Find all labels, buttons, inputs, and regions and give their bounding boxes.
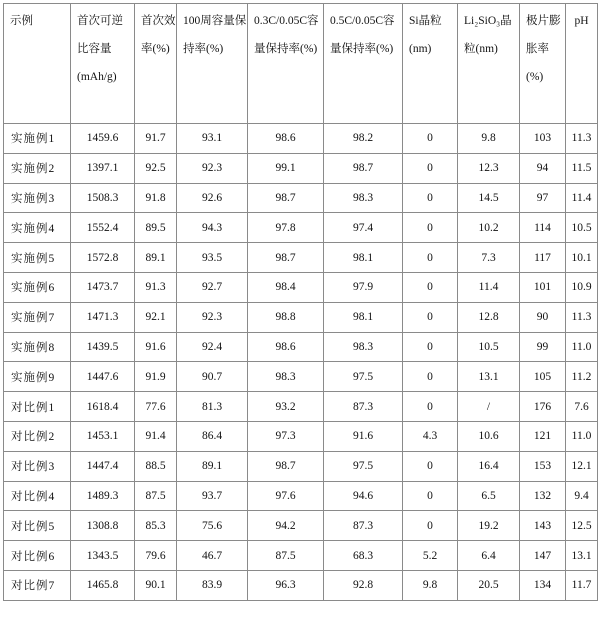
table-row (4, 451, 598, 481)
table-cell: 89.1 (135, 243, 177, 273)
table-cell: 1489.3 (71, 481, 135, 511)
table-cell: 1618.4 (71, 392, 135, 422)
row-label: 对比例7 (4, 570, 71, 600)
table-cell: 7.3 (458, 243, 520, 273)
table-cell: 1447.6 (71, 362, 135, 392)
table-cell: / (458, 392, 520, 422)
table-cell: 93.5 (177, 243, 248, 273)
row-label: 实施例2 (4, 153, 71, 183)
table-cell: 114 (520, 213, 566, 243)
table-cell: 6.5 (458, 481, 520, 511)
table-cell: 97.4 (324, 213, 403, 243)
table-cell: 11.0 (566, 332, 598, 362)
table-cell: 98.1 (324, 302, 403, 332)
header-first-efficiency: 首次效率(%) (135, 4, 177, 124)
table-cell: 12.5 (566, 511, 598, 541)
table-cell: 92.3 (177, 153, 248, 183)
row-label: 实施例8 (4, 332, 71, 362)
table-cell: 143 (520, 511, 566, 541)
header-row (4, 4, 598, 124)
row-label: 对比例6 (4, 541, 71, 571)
table-cell: 90.7 (177, 362, 248, 392)
table-cell: 0 (403, 481, 458, 511)
table-cell: 147 (520, 541, 566, 571)
table-row (4, 332, 598, 362)
table-cell: 1552.4 (71, 213, 135, 243)
table-cell: 99 (520, 332, 566, 362)
table-cell: 1465.8 (71, 570, 135, 600)
header-electrode-swelling: 极片膨胀率(%) (520, 4, 566, 124)
table-cell: 81.3 (177, 392, 248, 422)
header-100-cycle-retention: 100周容量保持率(%) (177, 4, 248, 124)
table-cell: 98.6 (248, 124, 324, 154)
table-cell: 14.5 (458, 183, 520, 213)
table-cell: 0 (403, 213, 458, 243)
row-label: 对比例4 (4, 481, 71, 511)
table-cell: 91.7 (135, 124, 177, 154)
table-cell: 11.3 (566, 302, 598, 332)
row-label: 实施例4 (4, 213, 71, 243)
table-cell: 91.8 (135, 183, 177, 213)
table-cell: 1447.4 (71, 451, 135, 481)
table-cell: 0 (403, 124, 458, 154)
table-row (4, 511, 598, 541)
table-cell: 117 (520, 243, 566, 273)
table-cell: 1439.5 (71, 332, 135, 362)
table-cell: 97.8 (248, 213, 324, 243)
table-row (4, 302, 598, 332)
table-cell: 94.6 (324, 481, 403, 511)
table-cell: 1308.8 (71, 511, 135, 541)
table-cell: 85.3 (135, 511, 177, 541)
table-cell: 97.5 (324, 451, 403, 481)
table-cell: 90.1 (135, 570, 177, 600)
table-cell: 87.3 (324, 511, 403, 541)
table-cell: 83.9 (177, 570, 248, 600)
table-cell: 88.5 (135, 451, 177, 481)
results-table (3, 3, 598, 601)
table-cell: 92.1 (135, 302, 177, 332)
table-row (4, 183, 598, 213)
table-cell: 94.3 (177, 213, 248, 243)
table-cell: 10.6 (458, 421, 520, 451)
table-cell: 0 (403, 243, 458, 273)
table-cell: 11.4 (458, 272, 520, 302)
table-cell: 94 (520, 153, 566, 183)
table-cell: 79.6 (135, 541, 177, 571)
table-cell: 105 (520, 362, 566, 392)
table-cell: 11.4 (566, 183, 598, 213)
table-cell: 1343.5 (71, 541, 135, 571)
table-cell: 91.9 (135, 362, 177, 392)
table-cell: 91.3 (135, 272, 177, 302)
table-cell: 0 (403, 272, 458, 302)
table-cell: 93.7 (177, 481, 248, 511)
table-cell: 1572.8 (71, 243, 135, 273)
table-cell: 9.8 (458, 124, 520, 154)
table-cell: 91.6 (324, 421, 403, 451)
table-cell: 10.2 (458, 213, 520, 243)
table-cell: 90 (520, 302, 566, 332)
table-cell: 7.6 (566, 392, 598, 422)
table-cell: 98.7 (248, 451, 324, 481)
row-label: 实施例9 (4, 362, 71, 392)
table-cell: 9.8 (403, 570, 458, 600)
table-cell: 9.4 (566, 481, 598, 511)
row-label: 对比例1 (4, 392, 71, 422)
table-cell: 98.3 (248, 362, 324, 392)
table-cell: 98.4 (248, 272, 324, 302)
table-cell: 98.3 (324, 332, 403, 362)
header-si-grain: Si晶粒(nm) (403, 4, 458, 124)
table-cell: 10.5 (566, 213, 598, 243)
table-cell: 4.3 (403, 421, 458, 451)
table-cell: 89.5 (135, 213, 177, 243)
table-cell: 13.1 (458, 362, 520, 392)
table-row (4, 541, 598, 571)
table-row (4, 481, 598, 511)
row-label: 实施例3 (4, 183, 71, 213)
header-li2sio3-grain: Li₂SiO₃晶粒(nm) (458, 4, 520, 124)
table-cell: 93.2 (248, 392, 324, 422)
table-cell: 0 (403, 183, 458, 213)
table-cell: 5.2 (403, 541, 458, 571)
table-cell: 0 (403, 332, 458, 362)
header-example: 示例 (4, 4, 71, 124)
table-cell: 11.5 (566, 153, 598, 183)
header-capacity: 首次可逆比容量(mAh/g) (71, 4, 135, 124)
table-cell: 12.3 (458, 153, 520, 183)
table-cell: 87.5 (135, 481, 177, 511)
table-cell: 93.1 (177, 124, 248, 154)
table-cell: 98.2 (324, 124, 403, 154)
table-cell: 0 (403, 392, 458, 422)
table-cell: 20.5 (458, 570, 520, 600)
table-cell: 10.5 (458, 332, 520, 362)
row-label: 对比例5 (4, 511, 71, 541)
table-cell: 97.3 (248, 421, 324, 451)
table-cell: 92.3 (177, 302, 248, 332)
table-row (4, 124, 598, 154)
table-cell: 101 (520, 272, 566, 302)
table-row (4, 362, 598, 392)
table-cell: 98.7 (324, 153, 403, 183)
header-0-5c-retention: 0.5C/0.05C容量保持率(%) (324, 4, 403, 124)
table-cell: 10.9 (566, 272, 598, 302)
table-row (4, 421, 598, 451)
table-row (4, 213, 598, 243)
table-cell: 86.4 (177, 421, 248, 451)
table-cell: 0 (403, 511, 458, 541)
table-row (4, 570, 598, 600)
table-cell: 92.7 (177, 272, 248, 302)
table-cell: 132 (520, 481, 566, 511)
table-cell: 97 (520, 183, 566, 213)
table-cell: 1453.1 (71, 421, 135, 451)
table-cell: 103 (520, 124, 566, 154)
table-cell: 134 (520, 570, 566, 600)
table-row (4, 272, 598, 302)
table-cell: 1473.7 (71, 272, 135, 302)
table-cell: 98.7 (248, 243, 324, 273)
table-cell: 11.7 (566, 570, 598, 600)
table-cell: 77.6 (135, 392, 177, 422)
table-cell: 97.5 (324, 362, 403, 392)
table-cell: 1459.6 (71, 124, 135, 154)
row-label: 实施例7 (4, 302, 71, 332)
row-label: 对比例2 (4, 421, 71, 451)
table-cell: 92.8 (324, 570, 403, 600)
table-cell: 91.6 (135, 332, 177, 362)
row-label: 实施例6 (4, 272, 71, 302)
table-row (4, 392, 598, 422)
table-cell: 1397.1 (71, 153, 135, 183)
table-cell: 99.1 (248, 153, 324, 183)
table-cell: 98.6 (248, 332, 324, 362)
table-cell: 75.6 (177, 511, 248, 541)
table-cell: 11.2 (566, 362, 598, 392)
table-cell: 1471.3 (71, 302, 135, 332)
table-body (4, 124, 598, 601)
table-row (4, 243, 598, 273)
table-cell: 87.5 (248, 541, 324, 571)
row-label: 对比例3 (4, 451, 71, 481)
table-row (4, 153, 598, 183)
table-cell: 98.3 (324, 183, 403, 213)
table-cell: 92.4 (177, 332, 248, 362)
table-cell: 11.3 (566, 124, 598, 154)
table-cell: 46.7 (177, 541, 248, 571)
table-cell: 16.4 (458, 451, 520, 481)
table-cell: 89.1 (177, 451, 248, 481)
table-cell: 98.8 (248, 302, 324, 332)
table-cell: 92.6 (177, 183, 248, 213)
table-cell: 6.4 (458, 541, 520, 571)
table-cell: 94.2 (248, 511, 324, 541)
row-label: 实施例1 (4, 124, 71, 154)
table-cell: 12.1 (566, 451, 598, 481)
table-cell: 68.3 (324, 541, 403, 571)
table-cell: 0 (403, 451, 458, 481)
table-cell: 13.1 (566, 541, 598, 571)
table-cell: 10.1 (566, 243, 598, 273)
header-ph: pH (566, 4, 598, 124)
table-cell: 153 (520, 451, 566, 481)
table-cell: 12.8 (458, 302, 520, 332)
table-cell: 97.6 (248, 481, 324, 511)
row-label: 实施例5 (4, 243, 71, 273)
table-cell: 0 (403, 362, 458, 392)
table-cell: 87.3 (324, 392, 403, 422)
table-cell: 1508.3 (71, 183, 135, 213)
table-cell: 0 (403, 153, 458, 183)
table-cell: 91.4 (135, 421, 177, 451)
table-cell: 176 (520, 392, 566, 422)
table-cell: 121 (520, 421, 566, 451)
table-cell: 0 (403, 302, 458, 332)
table-cell: 11.0 (566, 421, 598, 451)
header-0-3c-retention: 0.3C/0.05C容量保持率(%) (248, 4, 324, 124)
table-cell: 98.1 (324, 243, 403, 273)
table-cell: 92.5 (135, 153, 177, 183)
table-cell: 97.9 (324, 272, 403, 302)
table-cell: 96.3 (248, 570, 324, 600)
table-cell: 98.7 (248, 183, 324, 213)
table-cell: 19.2 (458, 511, 520, 541)
